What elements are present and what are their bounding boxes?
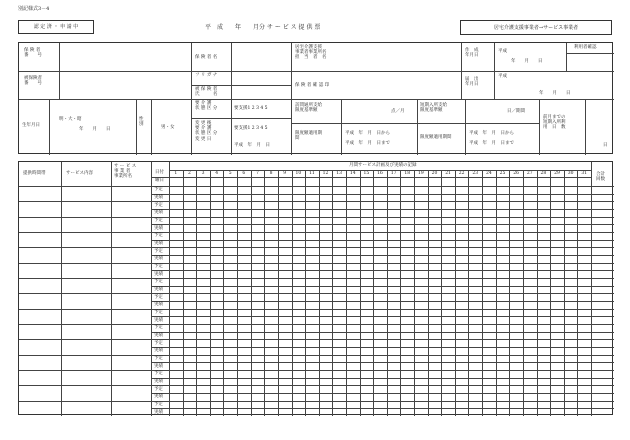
limit-period-2-to: 平成 年 月 日まで [469,141,514,146]
birth-era: 明・大・昭 [59,117,82,122]
day-20: 20 [431,171,438,176]
actual-label: 実績 [154,409,163,415]
insurer-number-label: 保 険 者 番 号 [24,48,42,59]
schedule-table [18,161,613,415]
day-13: 13 [336,171,343,176]
actual-label: 実績 [154,317,163,323]
day-9: 9 [283,171,287,176]
total-header: 合計 回数 [596,172,605,183]
day-3: 3 [201,171,205,176]
day-1: 1 [174,171,178,176]
plan-label: 予定 [154,217,163,223]
day-27: 27 [526,171,533,176]
route-label: 居宅介護支援事業者→サービス事業者 [493,24,579,31]
actual-label: 実績 [154,194,163,200]
service-header: サービス内容 [66,171,93,176]
route-box [460,20,612,35]
day-23: 23 [472,171,479,176]
plan-label: 予定 [154,233,163,239]
furigana-label: フ リ ガ ナ [195,73,218,78]
plan-label: 予定 [154,371,163,377]
dow-label: 曜日 [155,178,164,183]
limit-period-2-from: 平成 年 月 日から [469,131,514,136]
care-manager-label: 居宅介護支援 事業者事業所名 担 当 者 名 [295,45,327,61]
day-2: 2 [187,171,191,176]
created-ymd: 年 月 日 [511,59,543,64]
day-12: 12 [322,171,329,176]
insured-number-label: 被保険者 番 号 [24,76,42,87]
prev-month-label: 前月までの 短期入所利 用 日 数 [543,115,566,131]
day-8: 8 [269,171,273,176]
changed-level-label: 変 更 後 要 介 護 状 態 区 分 変 更 日 [195,121,218,142]
actual-label: 実績 [154,348,163,354]
plan-label: 予定 [154,263,163,269]
birth-date-label: 生年月日 [22,123,40,128]
day-11: 11 [309,171,315,176]
day-22: 22 [458,171,465,176]
actual-label: 実績 [154,363,163,369]
date-label: 日付 [155,170,164,175]
day-16: 16 [377,171,383,176]
plan-label: 予定 [154,187,163,193]
actual-label: 実績 [154,378,163,384]
status-box [18,20,94,34]
sex-label: 性 別 [139,117,144,128]
page-title: 平 成 年 月分 サ ー ビ ス 提 供 票 [205,24,321,31]
actual-label: 実績 [154,210,163,216]
short-stay-unit: 日／期間 [507,109,525,114]
day-17: 17 [390,171,397,176]
plan-label: 予定 [154,340,163,346]
plan-header: 月間サービス計画及び実績の記録 [349,163,417,168]
day-10: 10 [295,171,302,176]
day-25: 25 [499,171,506,176]
actual-label: 実績 [154,286,163,292]
actual-label: 実績 [154,225,163,231]
day-29: 29 [554,171,560,176]
plan-label: 予定 [154,279,163,285]
birth-ymd: 年 月 日 [79,127,111,132]
created-date-label: 作 成 年月日 [465,48,479,59]
prev-month-unit: 日 [603,143,608,148]
form-number: 別記様式3－4 [18,6,50,12]
day-26: 26 [513,171,519,176]
insurer-name-label: 保 険 者 名 [195,55,218,60]
day-6: 6 [242,171,246,176]
plan-label: 予定 [154,294,163,300]
insured-name-label: 被 保 険 者 氏 名 [195,87,218,98]
limit-period-to: 平成 年 月 日まで [345,141,390,146]
notification-ymd: 年 月 日 [539,91,571,96]
visit-limit-unit: 点／月 [391,109,405,114]
plan-label: 予定 [154,386,163,392]
day-4: 4 [215,171,219,176]
day-14: 14 [349,171,356,176]
short-stay-label: 短期入所支給 限度基準額 [420,103,447,114]
day-28: 28 [540,171,547,176]
day-31: 31 [581,171,588,176]
limit-period-label-2: 限度額適用期間 [420,135,452,140]
user-confirm-label: 利用者確認 [574,45,597,50]
changed-date: 平成 年 月 日 [234,143,270,148]
notification-era: 平成 [498,74,507,79]
actual-label: 実績 [154,302,163,308]
care-level-value: 要支援1 2 3 4 5 [234,106,268,111]
visit-limit-label: 訪問通所支給 限度基準額 [295,103,322,114]
plan-label: 予定 [154,309,163,315]
actual-label: 実績 [154,394,163,400]
info-table [18,42,613,154]
plan-label: 予定 [154,325,163,331]
day-24: 24 [486,171,492,176]
plan-label: 予定 [154,202,163,208]
status-label: 認 定 済 ・ 申 請 中 [33,24,79,30]
time-header: 提供時間帯 [23,171,46,176]
day-19: 19 [417,171,424,176]
actual-label: 実績 [154,332,163,338]
created-era: 平成 [498,49,507,54]
actual-label: 実績 [154,256,163,262]
plan-label: 予定 [154,355,163,361]
day-30: 30 [567,171,574,176]
day-21: 21 [445,171,451,176]
care-level-label: 要 介 護 状 態 区 分 [195,101,218,112]
actual-label: 実績 [154,271,163,277]
day-5: 5 [228,171,232,176]
day-18: 18 [404,171,411,176]
day-7: 7 [256,171,259,176]
plan-label: 予定 [154,248,163,254]
limit-period-from: 平成 年 月 日から [345,131,390,136]
actual-label: 実績 [154,240,163,246]
insurer-confirm-label: 保 険 者 確 認 印 [295,83,330,88]
plan-label: 予定 [154,401,163,407]
day-15: 15 [363,171,370,176]
notification-date-label: 届 出 年月日 [465,77,479,88]
limit-period-label: 限度額適用期 間 [295,131,322,142]
sex-value: 男・女 [161,125,175,130]
provider-header: サ ー ビ ス 事 業 者 事業所名 [114,164,137,180]
changed-level-value: 要支援1 2 3 4 5 [234,126,268,131]
